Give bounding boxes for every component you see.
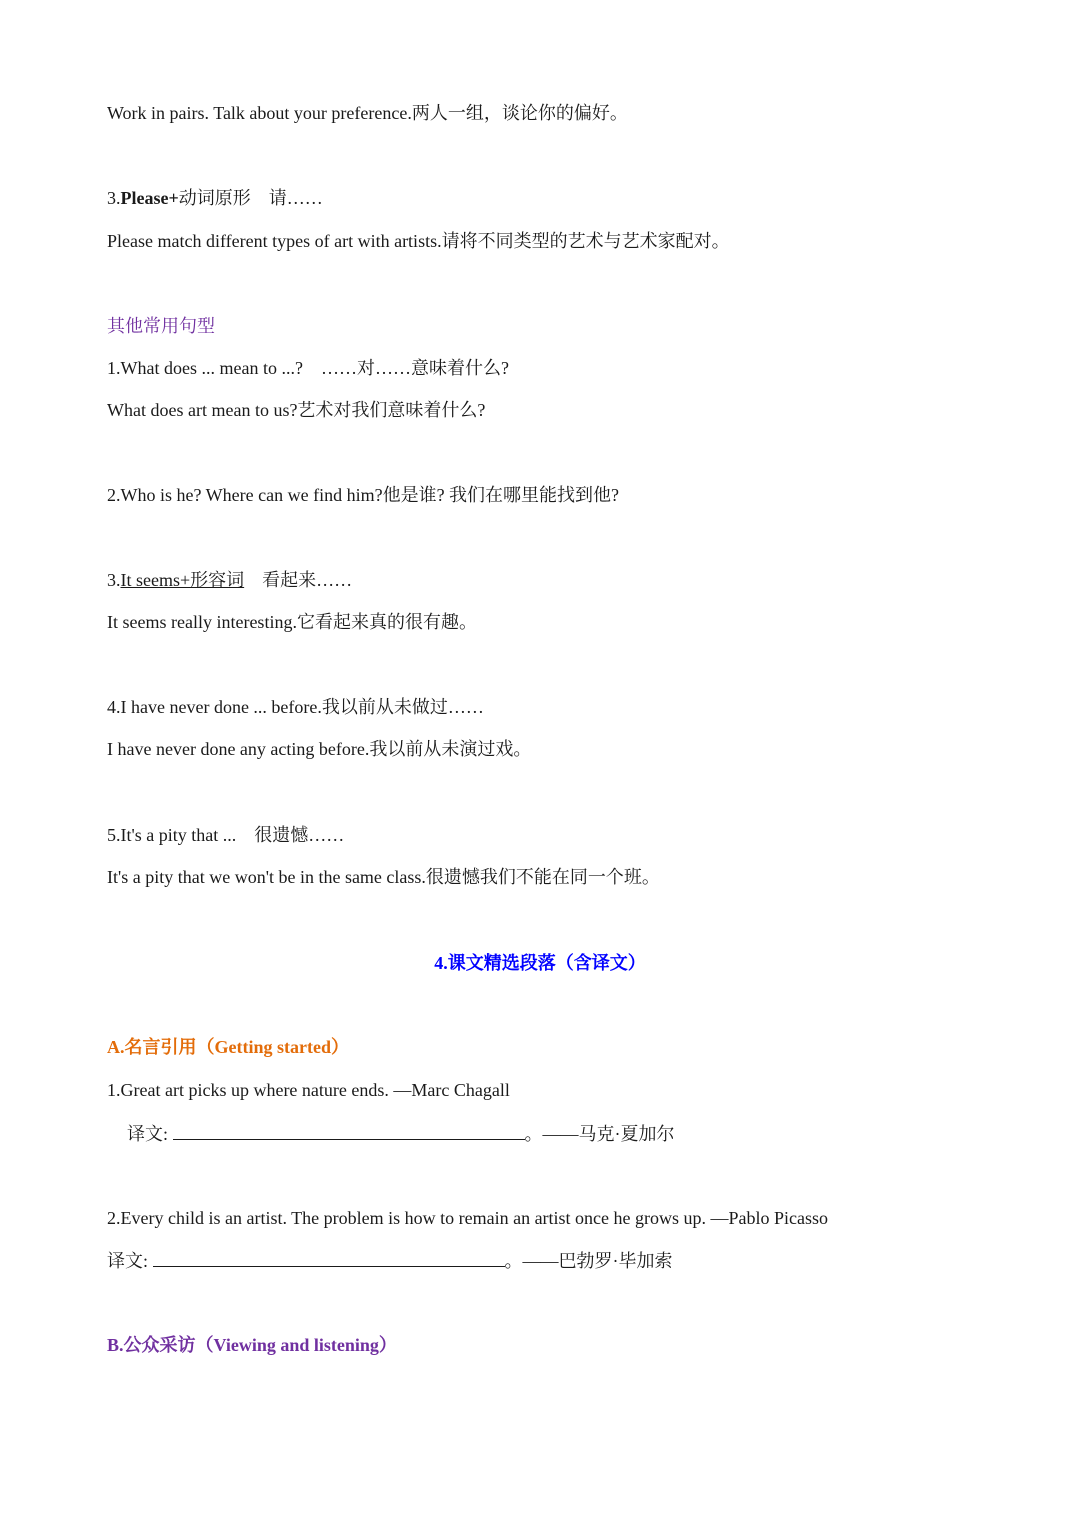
quote-1-attribution: 。——马克·夏加尔: [524, 1124, 675, 1144]
quote-2: 2.Every child is an artist. The problem is how to remain an artist once he grows up. —Pablo Picasso: [107, 1208, 829, 1228]
sentence-4-example: I have never done any acting before.我以前从未演过戏。: [107, 739, 532, 759]
pattern-3-meaning: 动词原形 请……: [178, 188, 323, 208]
pairs-instruction: Work in pairs. Talk about your preference.两人一组，谈论你的偏好。: [107, 103, 628, 123]
quote-1-translation: [127, 1121, 675, 1146]
quote-1-answer-blank[interactable]: [173, 1121, 525, 1140]
sentence-5-example: It's a pity that we won't be in the same class.很遗憾我们不能在同一个班。: [107, 867, 660, 887]
pattern-3-example: Please match different types of art with artists.请将不同类型的艺术与艺术家配对。: [107, 231, 730, 251]
sentence-3: [107, 568, 352, 592]
section-b-heading: B.公众采访（Viewing and listening）: [107, 1335, 397, 1355]
pattern-3-keyword: Please+: [120, 188, 179, 208]
pattern-3-number: 3.: [107, 188, 121, 208]
pattern-3-heading: [107, 186, 323, 210]
sentence-4: 4.I have never done ... before.我以前从未做过……: [107, 697, 484, 717]
sentence-1-example: What does art mean to us?艺术对我们意味着什么?: [107, 400, 486, 420]
sentence-3-number: 3.: [107, 570, 121, 590]
quote-2-attribution: 。——巴勃罗·毕加索: [504, 1251, 673, 1271]
sentence-3-pattern: It seems+形容词: [120, 570, 245, 590]
quote-1-translation-label: 译文:: [127, 1124, 169, 1144]
sentence-3-example: It seems really interesting.它看起来真的很有趣。: [107, 612, 477, 632]
quote-2-answer-blank[interactable]: [153, 1248, 505, 1267]
quote-2-translation: [107, 1248, 673, 1273]
sentence-1: 1.What does ... mean to ...? ……对……意味着什么?: [107, 358, 509, 378]
other-patterns-heading: 其他常用句型: [107, 316, 215, 336]
quote-2-translation-label: 译文:: [107, 1251, 149, 1271]
sentence-2: 2.Who is he? Where can we find him?他是谁? 我们在哪里能找到他?: [107, 485, 620, 505]
sentence-3-meaning: 看起来……: [244, 570, 353, 590]
section-4-title: 4.课文精选段落（含译文）: [434, 953, 646, 973]
quote-1: 1.Great art picks up where nature ends. —Marc Chagall: [107, 1080, 510, 1100]
section-a-heading: A.名言引用（Getting started）: [107, 1037, 349, 1057]
sentence-5: 5.It's a pity that ... 很遗憾……: [107, 825, 345, 845]
